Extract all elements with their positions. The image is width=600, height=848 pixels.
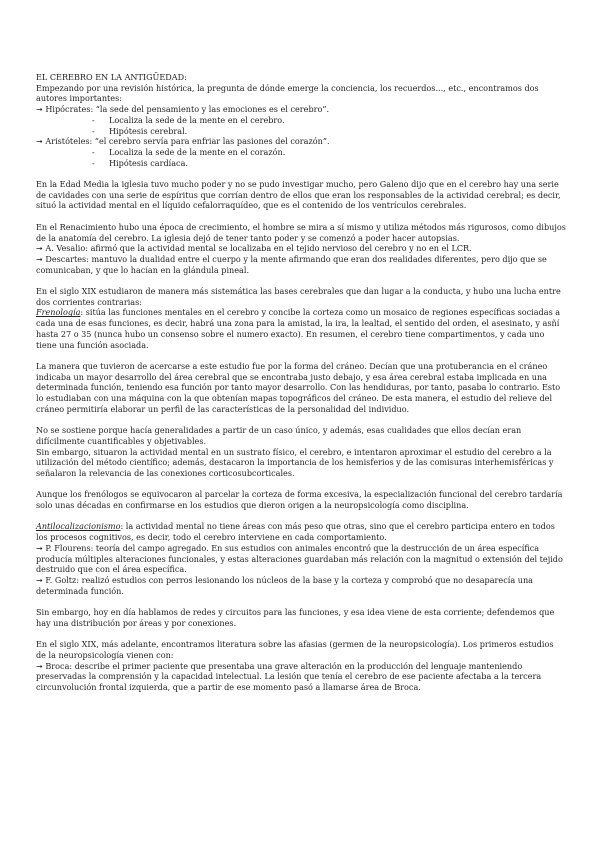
paragraph-edad-media: En la Edad Media la iglesia tuvo mucho poder y no se pudo investigar mucho, pero Galeno dijo que en el cerebro hay una serie de cavidades con una serie de espíritus que corrían dentro de ellos que eran los responsables de la actividad cerebral; es decir, situó la actividad mental en el líquido cefalorraquídeo, que es el contenido de los ventrículos cerebrales.: [36, 179, 561, 211]
intro-text: Empezando por una revisión histórica, la pregunta de dónde emerge la conciencia, los recuerdos..., etc., encontramos dos autores importantes:: [36, 82, 539, 104]
no-sostiene-text: No se sostiene porque hacía generalidades a partir de un caso único, y además, esas cualidades que ellos decían eran difícilmente cuantificables y objetivables.: [36, 425, 522, 446]
dash-bullet: -: [92, 125, 95, 136]
sub-item-text: Localiza la sede de la mente en el cerebro.: [109, 114, 285, 125]
frenologia-text: [36, 307, 566, 350]
dash-bullet: -: [92, 114, 95, 125]
section-critica: [36, 425, 566, 479]
goltz-item: ➞ F. Goltz: realizó estudios con perros lesionando los núcleos de la base y la corteza y comprobó que no desaparecía una determinada función.: [36, 574, 533, 596]
paragraph-redes: Sin embargo, hoy en día hablamos de redes y circuitos para las funciones, y esa idea viene de esta corriente; defendemos que hay una distribución por áreas y por conexiones.: [36, 607, 555, 628]
sub-item: [36, 115, 566, 126]
frenologia-body: : sitúa las funciones mentales en el cerebro y concibe la corteza como un mosaico de regiones específicas sociadas a cada una de esas funciones, es decir, habrá una zona para la amistad, la ira, la lealtad, el sentido del orden, el asesinato, y asñí hasta 27 o 35 (nunca hubo un consenso sobre el numero exacto). En resumen, el cerebro tiene compartimentos, y cada uno tiene una función asociada.: [36, 307, 561, 350]
dash-bullet: -: [92, 157, 95, 168]
antilocalizacionismo-text: [36, 521, 566, 542]
sub-item: [36, 147, 566, 158]
vesalio-item: ➞ A. Vesalio: afirmó que la actividad mental se localizaba en el tejido nervioso del cerebro y no en el LCR.: [36, 243, 472, 254]
siglo-xix-text: En el siglo XIX estudiaron de manera más sistemática las bases cerebrales que dan lugar a la conducta, y hubo una lucha entre dos corrientes contrarias:: [36, 286, 561, 307]
sub-item: [36, 126, 566, 137]
section-siglo-xix: [36, 286, 566, 350]
broca-item: ➞ Broca: describe el primer paciente que presentaba una grave alteración en la producción del lenguaje manteniendo preservadas la comprensión y la capacidad intelectual. La lesión que tenía el cerebro de ese paciente afectaba a la tercera circunvolución frontal izquierda, que a partir de ese momento pasó a llamarse área de Broca.: [36, 660, 542, 692]
afasias-text: En el siglo XIX, más adelante, encontramos literatura sobre las afasias (germen de la neuropsicología). Los primeros estudios de la neuropsicología vienen con:: [36, 639, 554, 660]
sub-item-text: Localiza la sede de la mente en el corazón.: [109, 146, 286, 157]
sub-item: [36, 158, 566, 169]
paragraph-aunque: Aunque los frenólogos se equivocaron al parcelar la corteza de forma excesiva, la especialización funcional del cerebro tardaría solo unas décadas en confirmarse en los estudios que dieron origen a la neuropsicología como disciplina.: [36, 489, 563, 511]
paragraph-craneo: La manera que tuvieron de acercarse a este estudio fue por la forma del cráneo. Decían que una protuberancia en el cráneo indicaba un mayor desarrollo del área cerebral que se encontraba justo debajo, y esa área cerebral estaba implicada en una determinada función, teniendo esa función por tanto mayor desarrollo. Con las hendiduras, por tanto, pasaba lo contrario. Esto lo estudiaban con una máquina con la que obtenían mapas topográficos del cráneo. De esta manera, el estudio del relieve del cráneo permitiría elaborar un perfil de las características de la personalidad del individuo.: [36, 360, 561, 414]
section-renacimiento: [36, 222, 566, 276]
sub-item-text: Hipótesis cardíaca.: [109, 157, 188, 168]
section-antiguedad: [36, 72, 566, 168]
antilocalizacionismo-body: : la actividad mental no tiene áreas con más peso que otras, sino que el cerebro participa entero en todos los procesos cognitivos, es decir, todo el cerebro interviene en cada comportamiento.: [36, 521, 555, 543]
frenologia-label: Frenología: [36, 307, 81, 318]
flourens-item: ➞ P. Flourens: teoría del campo agregado. En sus estudios con animales encontró que la destrucción de un área específica producía múltiples alteraciones funcionales, y estas alteraciones guardaban más relación con la magnitud o extensión del tejido destruido que con el área específica.: [36, 542, 563, 575]
section-title: EL CEREBRO EN LA ANTIGÜEDAD:: [36, 72, 187, 82]
renacimiento-text: En el Renacimiento hubo una época de crecimiento, el hombre se mira a sí mismo y utiliza métodos más rigurosos, como dibujos de la anatomía del cerebro. La iglesia dejó de tener tanto poder y se comenzó a poder hacer autopsias.: [36, 221, 566, 243]
antilocalizacionismo-label: Antilocalizacionismo: [36, 521, 121, 532]
document-page: [36, 72, 566, 703]
sin-embargo-text: Sin embargo, situaron la actividad mental en un sustrato físico, el cerebro, e intentaron aproximar el estudio del cerebro a la utilización del método científico; además, destacaron la importancia de los hemisferios y de las comisuras interhemisféricas y señalaron la relevancia de las conexiones corticosubcorticales.: [36, 446, 554, 478]
section-afasias: [36, 639, 566, 693]
sub-item-text: Hipótesis cerebral.: [109, 125, 188, 136]
aristoteles-item: ➞ Aristóteles: “el cerebro servía para enfriar las pasiones del corazón”.: [36, 136, 330, 147]
hipocrates-item: ➞ Hipócrates: “la sede del pensamiento y las emociones es el cerebro”.: [36, 104, 330, 115]
section-antilocalizacionismo: [36, 521, 566, 596]
dash-bullet: -: [92, 146, 95, 157]
descartes-item: ➞ Descartes: mantuvo la dualidad entre el cuerpo y la mente afirmando que eran dos realidades diferentes, pero dijo que se comunicaban, y que lo hacían en la glándula pineal.: [36, 253, 547, 275]
